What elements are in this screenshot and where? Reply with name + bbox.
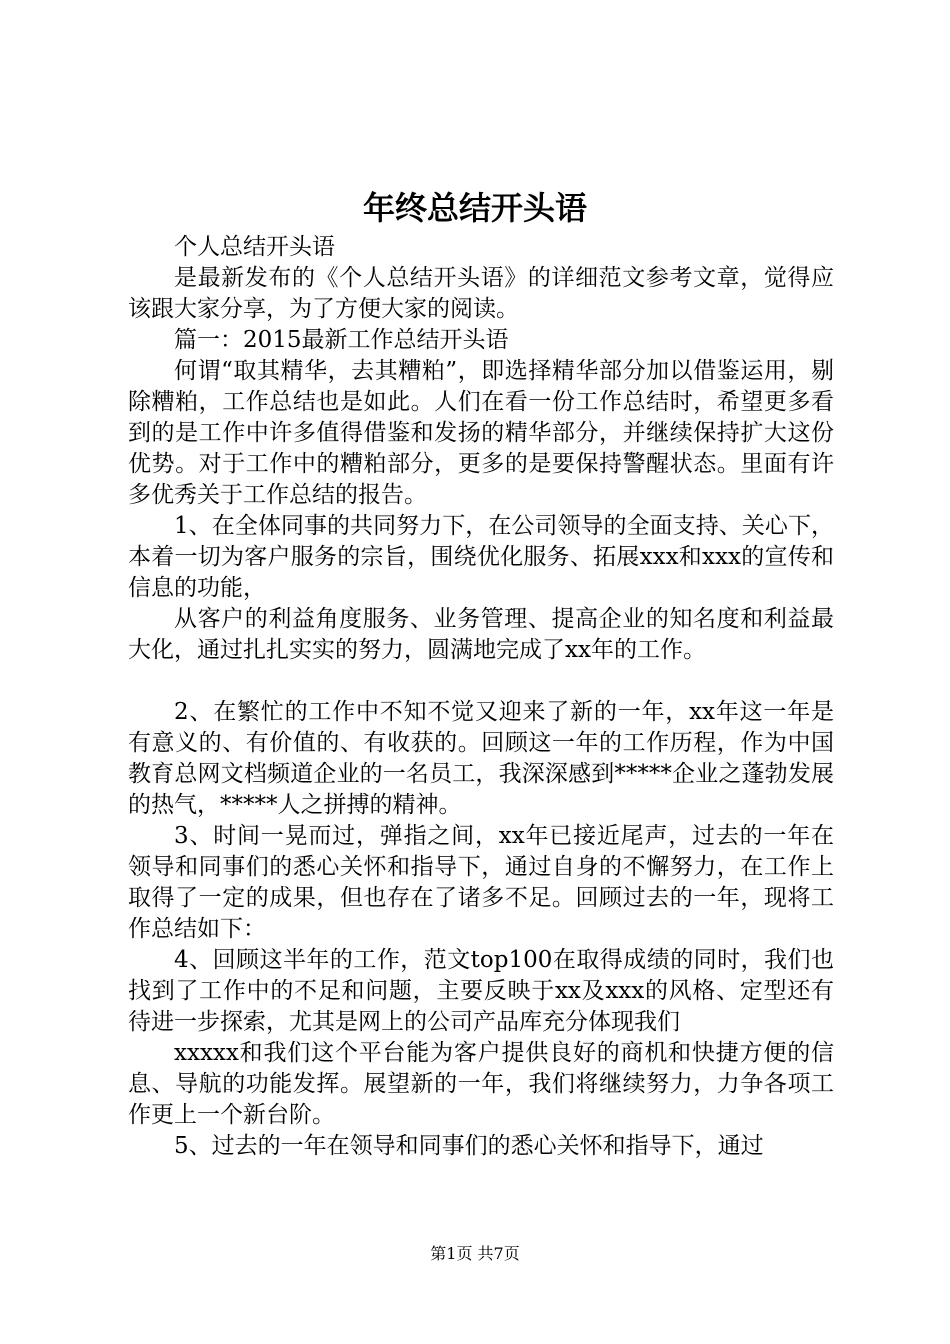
paragraph-essence: 何谓“取其精华，去其糟粕”，即选择精华部分加以借鉴运用，剔除糟粕，工作总结也是如此。人们在看一份工作总结时，希望更多看到的是工作中许多值得借鉴和发扬的精华部分，并继续保持扩大这份优势。对于工作中的糟粕部分，更多的是要保持警醒状态。里面有许多优秀关于工作总结的报告。 — [128, 358, 834, 508]
page-number-footer: 第1页 共7页 — [430, 1244, 520, 1263]
paragraph-item-3: 3、时间一晃而过，弹指之间，xx年已接近尾声，过去的一年在领导和同事们的悉心关怀和指导下，通过自身的不懈努力，在工作上取得了一定的成果，但也存在了诸多不足。回顾过去的一年，现将工作总结如下： — [128, 823, 834, 942]
paragraph-chapter-heading: 篇一：2015最新工作总结开头语 — [174, 327, 509, 353]
document-body — [128, 232, 834, 1162]
paragraph-item-5: 5、过去的一年在领导和同事们的悉心关怀和指导下，通过 — [174, 1133, 764, 1159]
document-title: 年终总结开头语 — [362, 189, 587, 227]
paragraph-item-4-continued: xxxxx和我们这个平台能为客户提供良好的商机和快捷方便的信息、导航的功能发挥。展望新的一年，我们将继续努力，力争各项工作更上一个新台阶。 — [128, 1040, 834, 1128]
paragraph-item-1: 1、在全体同事的共同努力下，在公司领导的全面支持、关心下，本着一切为客户服务的宗旨，围绕优化服务、拓展xxx和xxx的宣传和信息的功能， — [128, 513, 834, 601]
paragraph-item-2: 2、在繁忙的工作中不知不觉又迎来了新的一年，xx年这一年是有意义的、有价值的、有收获的。回顾这一年的工作历程，作为中国教育总网文档频道企业的一名员工，我深深感到*****企业之蓬勃发展的热气，*****人之拼搏的精神。 — [128, 699, 834, 818]
paragraph-item-1-continued: 从客户的利益角度服务、业务管理、提高企业的知名度和利益最大化，通过扎扎实实的努力，圆满地完成了xx年的工作。 — [128, 606, 834, 663]
paragraph-item-4: 4、回顾这半年的工作，范文top100在取得成绩的同时，我们也找到了工作中的不足和问题，主要反映于xx及xxx的风格、定型还有待进一步探索，尤其是网上的公司产品库充分体现我们 — [128, 947, 834, 1035]
paragraph-intro: 是最新发布的《个人总结开头语》的详细范文参考文章，觉得应该跟大家分享，为了方便大家的阅读。 — [128, 265, 834, 322]
paragraph-subtitle: 个人总结开头语 — [174, 234, 335, 260]
